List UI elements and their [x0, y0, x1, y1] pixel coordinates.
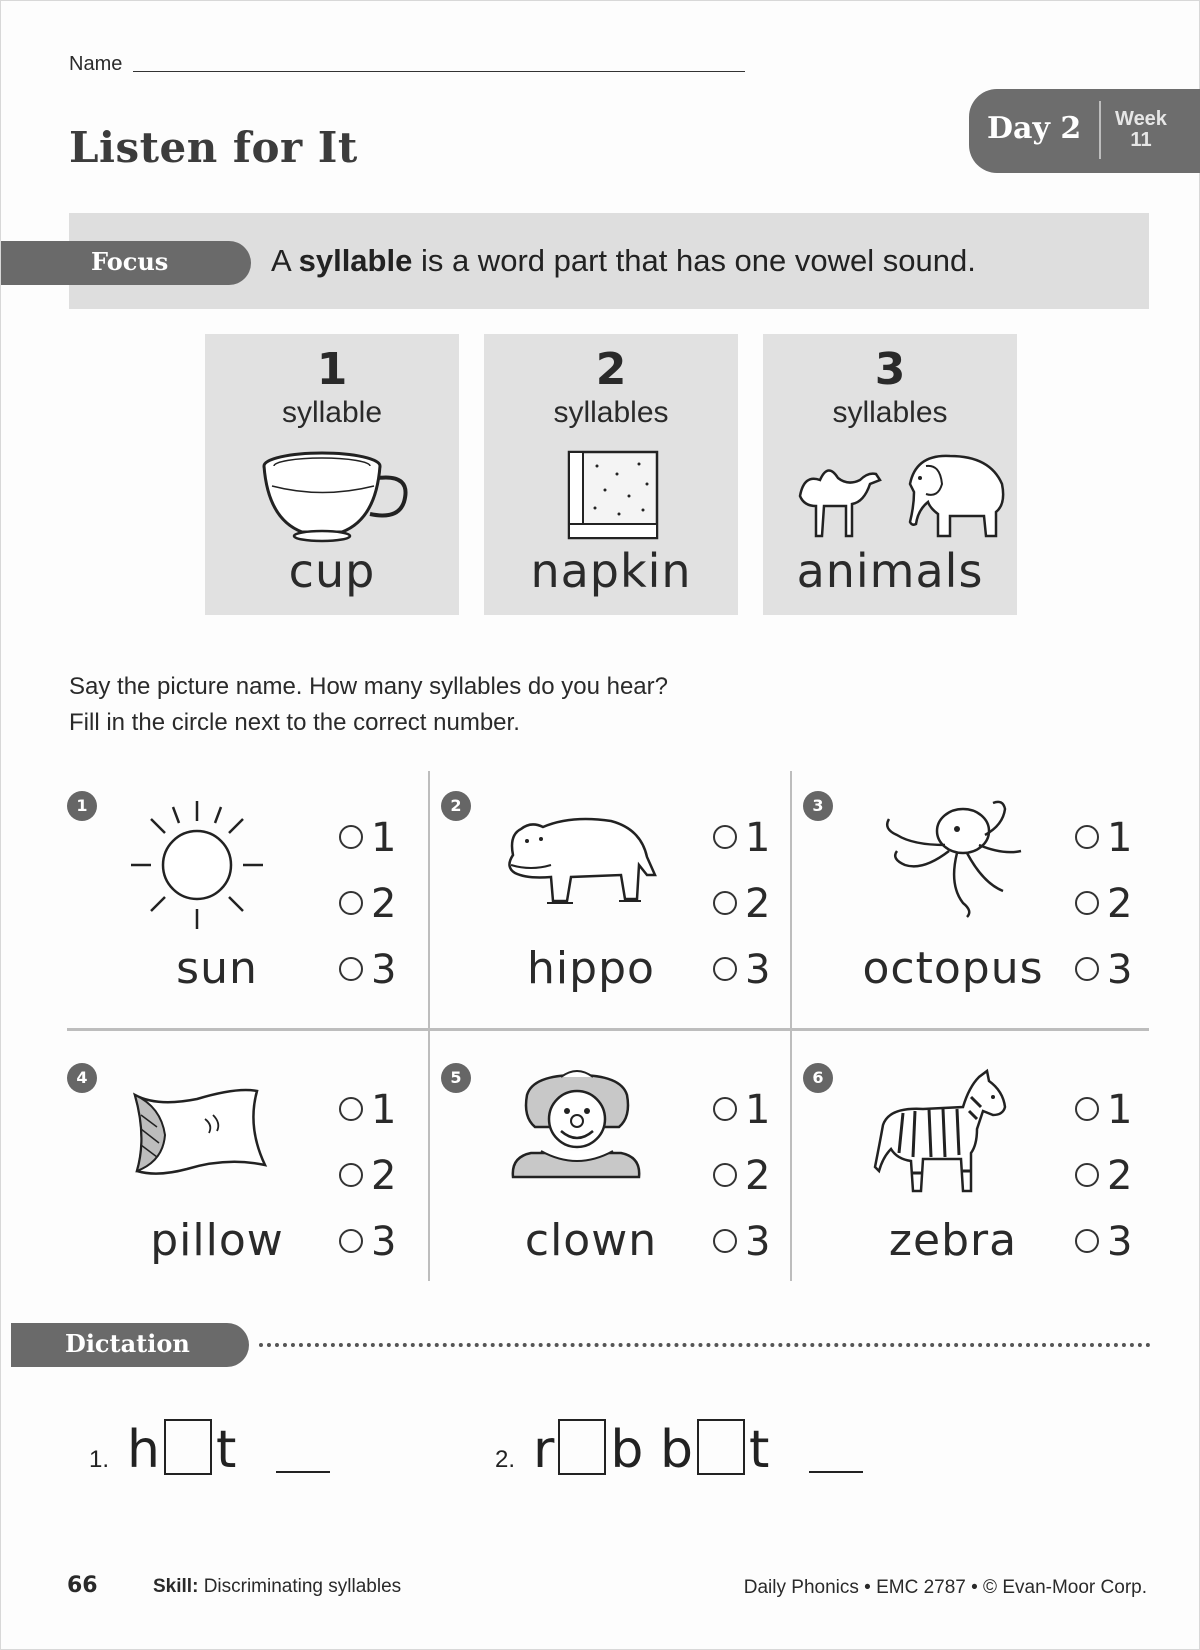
letter-box[interactable] — [697, 1419, 745, 1475]
exercise-word: pillow — [150, 1215, 284, 1266]
dictation-item-2 — [495, 1419, 863, 1480]
example-number: 3 — [874, 344, 906, 395]
animals-icon — [790, 444, 1010, 544]
exercise-3 — [803, 775, 1163, 1025]
option-2[interactable]: 2 — [339, 1153, 396, 1199]
exercise-word: clown — [524, 1215, 658, 1266]
instructions — [69, 669, 668, 741]
name-line[interactable] — [133, 71, 745, 72]
answer-circle[interactable] — [339, 825, 363, 849]
exercise-word: zebra — [888, 1215, 1018, 1266]
dictation-letter: t — [748, 1420, 770, 1480]
option-3[interactable]: 3 — [713, 947, 770, 993]
sun-icon — [117, 795, 277, 935]
dictation-letter: b b — [610, 1420, 693, 1480]
dotted-divider — [259, 1343, 1151, 1347]
dictation-pill: Dictation — [11, 1323, 249, 1367]
octopus-icon — [853, 795, 1033, 925]
exercise-word: sun — [176, 943, 258, 994]
answer-circle[interactable] — [1075, 1097, 1099, 1121]
dictation-letter: r — [533, 1420, 555, 1480]
example-word: cup — [288, 544, 376, 598]
exercise-4 — [67, 1047, 427, 1297]
exercise-word: octopus — [862, 943, 1044, 994]
hippo-icon — [491, 795, 661, 925]
example-card-3 — [763, 334, 1017, 615]
example-label: syllables — [553, 396, 669, 429]
example-number: 1 — [316, 344, 348, 395]
answer-circle[interactable] — [339, 891, 363, 915]
answer-circle[interactable] — [713, 957, 737, 981]
answer-circle[interactable] — [713, 1229, 737, 1253]
answer-circle[interactable] — [1075, 1163, 1099, 1187]
day-label: Day 2 — [987, 111, 1082, 146]
exercise-6 — [803, 1047, 1163, 1297]
answer-circle[interactable] — [1075, 891, 1099, 915]
example-label: syllables — [832, 396, 948, 429]
example-label: syllable — [281, 396, 383, 429]
option-1[interactable]: 1 — [713, 815, 770, 861]
option-3[interactable]: 3 — [339, 947, 396, 993]
exercise-number-badge: 3 — [803, 791, 833, 821]
example-card-2 — [484, 334, 738, 615]
answer-circle[interactable] — [339, 1163, 363, 1187]
day-week-tab — [969, 89, 1200, 173]
syllable-count-blank[interactable] — [276, 1461, 330, 1473]
focus-text: A syllable is a word part that has one vowel sound. — [271, 243, 976, 278]
option-2[interactable]: 2 — [713, 881, 770, 927]
grid-divider — [67, 1028, 1149, 1031]
instruction-line: Fill in the circle next to the correct number. — [69, 709, 520, 736]
example-word: animals — [796, 544, 984, 598]
dictation-letter: t — [215, 1420, 237, 1480]
option-1[interactable]: 1 — [339, 1087, 396, 1133]
option-3[interactable]: 3 — [339, 1219, 396, 1265]
letter-box[interactable] — [164, 1419, 212, 1475]
answer-circle[interactable] — [713, 1163, 737, 1187]
name-label: Name — [69, 53, 123, 75]
week-label: Week 11 — [1115, 108, 1167, 151]
exercise-1 — [67, 775, 427, 1025]
exercise-number-badge: 2 — [441, 791, 471, 821]
tab-divider — [1099, 101, 1101, 159]
option-2[interactable]: 2 — [1075, 881, 1132, 927]
grid-divider — [428, 771, 430, 1281]
exercise-number-badge: 6 — [803, 1063, 833, 1093]
answer-circle[interactable] — [339, 1229, 363, 1253]
exercise-word: hippo — [527, 943, 655, 994]
answer-circle[interactable] — [713, 891, 737, 915]
instruction-line: Say the picture name. How many syllables do you hear? — [69, 673, 668, 700]
exercise-number-badge: 5 — [441, 1063, 471, 1093]
page-title: Listen for It — [69, 123, 358, 172]
answer-circle[interactable] — [339, 957, 363, 981]
exercise-number-badge: 4 — [67, 1063, 97, 1093]
option-1[interactable]: 1 — [713, 1087, 770, 1133]
exercise-5 — [441, 1047, 801, 1297]
option-1[interactable]: 1 — [1075, 815, 1132, 861]
example-number: 2 — [595, 344, 627, 395]
option-2[interactable]: 2 — [339, 881, 396, 927]
option-3[interactable]: 3 — [713, 1219, 770, 1265]
dictation-letter: h — [127, 1420, 160, 1480]
answer-circle[interactable] — [1075, 1229, 1099, 1253]
dictation-number: 2. — [495, 1446, 516, 1473]
answer-circle[interactable] — [713, 1097, 737, 1121]
dictation-item-1 — [89, 1419, 330, 1480]
option-3[interactable]: 3 — [1075, 947, 1132, 993]
option-1[interactable]: 1 — [1075, 1087, 1132, 1133]
teacup-icon — [232, 444, 432, 544]
zebra-icon — [853, 1067, 1023, 1207]
exercise-number-badge: 1 — [67, 791, 97, 821]
dictation-number: 1. — [89, 1446, 110, 1473]
answer-circle[interactable] — [1075, 957, 1099, 981]
example-word: napkin — [530, 544, 692, 598]
example-card-1 — [205, 334, 459, 615]
option-3[interactable]: 3 — [1075, 1219, 1132, 1265]
page-number: 66 — [67, 1573, 98, 1598]
option-1[interactable]: 1 — [339, 815, 396, 861]
napkin-icon — [511, 444, 711, 544]
answer-circle[interactable] — [1075, 825, 1099, 849]
pillow-icon — [117, 1067, 277, 1187]
syllable-count-blank[interactable] — [809, 1461, 863, 1473]
answer-circle[interactable] — [713, 825, 737, 849]
letter-box[interactable] — [558, 1419, 606, 1475]
option-2[interactable]: 2 — [1075, 1153, 1132, 1199]
exercise-2 — [441, 775, 801, 1025]
focus-pill: Focus — [1, 241, 251, 285]
option-2[interactable]: 2 — [713, 1153, 770, 1199]
clown-icon — [491, 1067, 661, 1197]
publisher-credit: Daily Phonics • EMC 2787 • © Evan-Moor Corp. — [743, 1577, 1147, 1598]
answer-circle[interactable] — [339, 1097, 363, 1121]
skill-text: Skill: Discriminating syllables — [153, 1576, 402, 1597]
